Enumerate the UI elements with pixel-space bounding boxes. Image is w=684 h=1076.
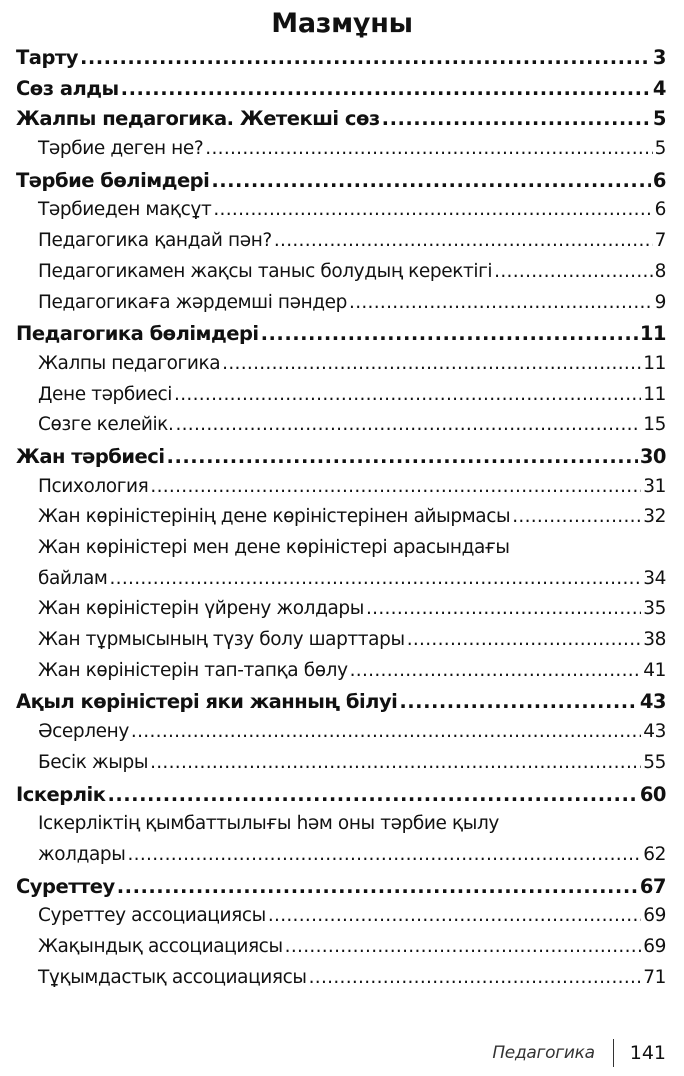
toc-entry-label: Жан көріністерінің дене көріністерінен айырмасы [38,506,511,528]
toc-entry-label: Суреттеу ассоциациясы [38,905,266,927]
footer-book-title: Педагогика [492,1043,595,1063]
footer-divider [613,1039,614,1067]
dot-leader [121,77,651,100]
toc-subsection [16,660,666,691]
toc-entry-page: 34 [643,567,666,589]
dot-leader [110,568,642,589]
dot-leader [285,936,642,957]
toc-entry-label: Педагогикаға жәрдемші пәндер [38,291,348,313]
toc-subsection [16,936,666,967]
toc-entry-page: 3 [652,46,666,69]
toc-entry-page: 11 [643,352,666,374]
dot-leader [399,690,638,713]
dot-leader [205,138,652,159]
toc-entry-page: 69 [643,905,666,927]
dot-leader [128,844,642,865]
toc-section [16,169,666,200]
table-of-contents [16,46,666,997]
toc-section [16,107,666,138]
toc-entry-page: 71 [643,966,666,988]
dot-leader [150,476,641,497]
dot-leader [382,107,651,130]
dot-leader [309,967,642,988]
toc-subsection [16,629,666,660]
toc-entry-label: Ақыл көріністері яки жанның білуі [16,690,398,714]
dot-leader [131,721,641,742]
toc-subsection-line [16,537,666,568]
dot-leader [512,506,641,527]
toc-entry-label: Тәрбие деген не? [38,138,204,160]
dot-leader [366,598,641,619]
toc-section [16,690,666,721]
toc-entry-page: 4 [652,76,666,100]
toc-entry-label: Суреттеу [16,874,115,898]
toc-subsection [16,721,666,752]
dot-leader [261,322,638,345]
toc-entry-label: Сөз алды [16,76,119,100]
dot-leader [494,261,652,282]
toc-subsection-line [16,813,666,844]
dot-leader [175,414,641,435]
dot-leader [167,445,638,468]
toc-entry-page: 43 [639,690,666,714]
toc-entry-label: Дене тәрбиесі [38,383,173,405]
toc-entry-page: 31 [643,475,666,497]
toc-entry-page: 5 [652,107,666,131]
toc-entry-label: Әсерлену [38,721,129,743]
toc-section [16,783,666,814]
toc-section [16,77,666,108]
toc-entry-label: Жан көріністерін тап-тапқа бөлу [38,659,348,681]
toc-subsection [16,230,666,261]
toc-entry-label: Тәрбиеден мақсұт [38,199,212,221]
toc-entry-page: 62 [643,843,666,865]
toc-entry-label: Жалпы педагогика. Жетекші сөз [16,107,380,131]
toc-entry-page: 6 [654,199,666,221]
dot-leader [350,660,642,681]
toc-entry-page: 6 [652,168,666,192]
toc-entry-label: Жақындық ассоциациясы [38,935,283,957]
toc-subsection [16,476,666,507]
toc-section [16,875,666,906]
dot-leader [107,783,637,806]
toc-entry-label: Жан тұрмысының түзу болу шарттары [38,629,405,651]
toc-entry-label: Іскерлік [16,782,106,806]
toc-subsection [16,506,666,537]
toc-entry-page: 9 [654,291,666,313]
toc-subsection [16,752,666,783]
toc-entry-page: 32 [643,506,666,528]
toc-subsection [16,292,666,323]
dot-leader [150,752,641,773]
toc-subsection [16,199,666,230]
toc-entry-label: Педагогика қандай пән? [38,230,272,252]
toc-entry-label-continuation: байлам [38,567,108,589]
dot-leader [274,230,653,251]
toc-entry-page: 8 [654,260,666,282]
toc-entry-label: Педагогикамен жақсы таныс болудың керектігі [38,260,493,282]
footer-page-number: 141 [629,1042,666,1064]
toc-entry-label: Жан көріністерін үйрену жолдары [38,598,364,620]
toc-entry-page: 35 [643,598,666,620]
toc-subsection [16,967,666,998]
toc-entry-label: Жалпы педагогика [38,352,221,374]
toc-entry-label: Тәрбие бөлімдері [16,168,210,192]
toc-entry-label: Жан көріністері мен дене көріністері арасындағы [38,537,510,558]
toc-entry-page: 60 [639,782,666,806]
toc-entry-page: 41 [643,659,666,681]
toc-entry-label: Педагогика бөлімдері [16,322,259,346]
toc-entry-page: 15 [643,414,666,436]
toc-subsection [16,568,666,599]
dot-leader [222,353,641,374]
toc-entry-page: 67 [639,874,666,898]
toc-entry-label: Жан тәрбиесі [16,444,165,468]
dot-leader [268,905,641,926]
toc-entry-page: 43 [643,721,666,743]
toc-entry-page: 11 [643,383,666,405]
dot-leader [117,875,638,898]
toc-entry-label-continuation: жолдары [38,843,126,865]
toc-entry-label: Тарту [16,46,78,69]
toc-entry-page: 38 [643,629,666,651]
page-footer [492,1038,666,1068]
toc-subsection [16,598,666,629]
toc-entry-label: Бесік жыры [38,751,149,773]
toc-subsection [16,353,666,384]
toc-entry-page: 69 [643,935,666,957]
dot-leader [80,46,651,69]
toc-entry-page: 30 [639,444,666,468]
toc-entry-label: Тұқымдастық ассоциациясы [38,966,307,988]
dot-leader [211,169,651,192]
dot-leader [174,384,641,405]
toc-entry-page: 55 [643,751,666,773]
toc-section [16,322,666,353]
toc-subsection [16,261,666,292]
toc-subsection [16,844,666,875]
toc-entry-label: Психология [38,475,149,497]
toc-entry-page: 7 [654,230,666,252]
dot-leader [349,292,653,313]
toc-entry-label: Сөзге келейік. [38,414,174,436]
dot-leader [407,629,642,650]
page-title: Мазмұны [271,8,413,39]
toc-subsection [16,905,666,936]
toc-section [16,46,666,77]
toc-subsection [16,384,666,415]
toc-section [16,445,666,476]
toc-entry-page: 11 [639,322,666,346]
toc-entry-label: Іскерліктің қымбаттылығы һәм оны тәрбие қылу [38,813,499,835]
dot-leader [213,199,652,220]
toc-subsection [16,138,666,169]
toc-entry-page: 5 [654,138,666,160]
toc-subsection [16,414,666,445]
